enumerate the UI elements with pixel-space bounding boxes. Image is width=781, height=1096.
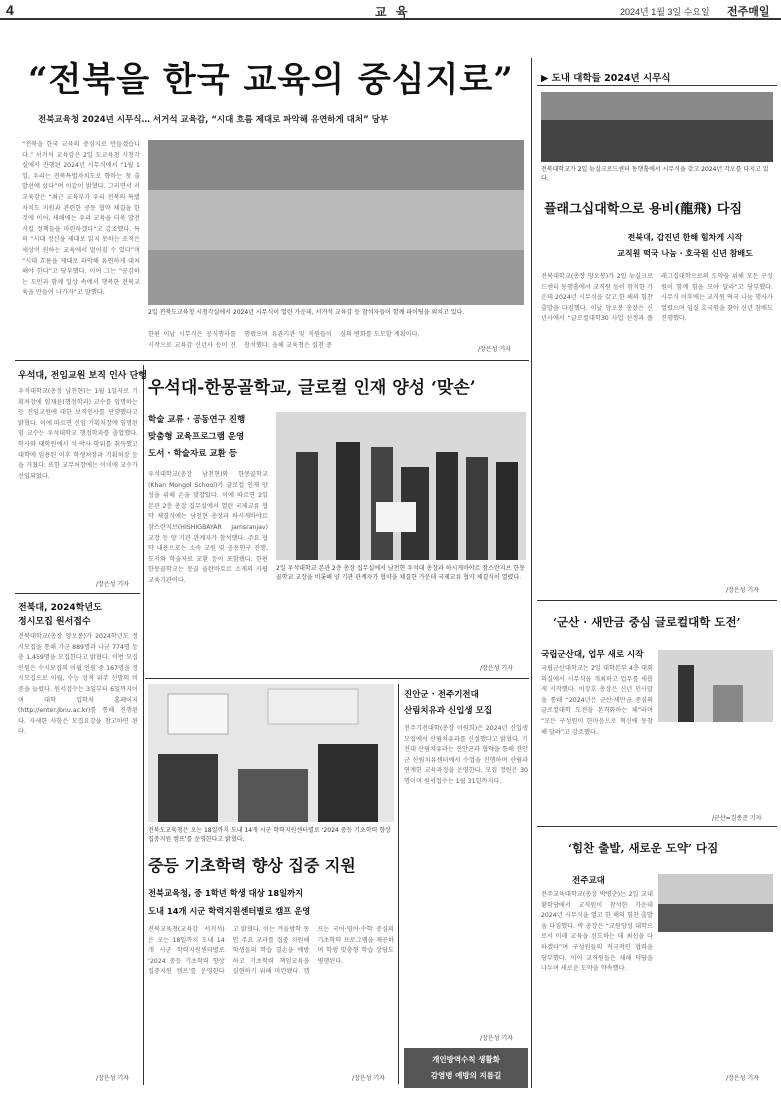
kunsan-headline: ‘군산 · 새만금 중심 글로컬대학 도전’ [553,615,741,629]
newspaper-brand: 전주매일 [727,6,770,18]
sidebar2-body: 전북대학교(총장 양오봉)가 2024학년도 정시모집을 통해 가군 889명과 나군 774명 등 총 1,459명을 모집한다고 밝혔다. 이번 모집 인원은 수시모집의 이월 인원 중 167명을 정시모집으로 이월, 수능 성적 위주 선발의 비중을 늘렸다. 원서접수는 3일부터 6일까지이며 대학 입학처 홈페이지(http://enter.jbnu.ac.kr)를 통해 진행된다. 자세한 사항은 모집요강을 참고하면 된다. [18,633,138,736]
woosuk-headline: 우석대-한몽골학교, 글로컬 인재 양성 ‘맞손’ [148,378,476,398]
woosuk-deck-line: 학술 교류 · 공동연구 진행 [148,415,246,425]
woosuk-body-continued [276,604,526,664]
sidebar1-byline: /장은성 기자 [96,581,129,588]
jbnu-deck-line: 전북대, 갑진년 한해 힘차게 시작 [627,233,743,242]
woosuk-photo-caption: 2일 우석대학교 본관 2층 총장 집무실에서 남천현 우석대 총장과 하시게바야르 잠스란지브 한몽골학교 교장을 비롯해 양 기관 관계자가 협약을 체결한 가운데 국제교류 협약 체결식이 열렸다. [276,565,525,581]
right-section-title: ▶ 도내 대학들 2024년 시무식 [541,73,671,84]
kunsan-title: 국립군산대, 업무 새로 시작 [541,650,644,660]
camp-headline: 중등 기초학력 향상 집중 지원 [148,856,356,875]
woosuk-body: 우석대학교(총장 남천현)와 한몽골학교(Khan Mongol School)가 글로컬 인재 양성을 위해 손을 맞잡았다. 이에 따르면 2일 본관 2층 총장 집무실에서 열린 국제교류 협약 체결식에는 남천현 총장과 하시게바야르 잠스란지브(HISHIGBAYAR Jamsranjav) 교장 등 양 기관 관계자가 참석했다. 주요 협약 내용으로는 소속 교원 및 공동연구 진행, 도서와 학술자료 교환 등이 포함됐다. 한편 한몽골학교는 몽골 울란바토르 소재의 사립 교육기관이다. [148,471,268,584]
main-story-divider [15,360,529,361]
issue-date: 2024년 1월 3일 수요일 [620,7,710,17]
jnue-photo [658,874,773,932]
camp-photo [148,684,394,822]
health-banner [404,1048,528,1088]
crowd-photo-graphic [148,140,524,305]
sidebar-divider [15,593,140,594]
jbnu-deck-line: 교직원 떡국 나눔 · 호국원 신년 참배도 [617,249,753,258]
woosuk-deck [148,412,268,463]
main-headline: “전북을 한국 교육의 중심지로” [28,60,514,100]
main-body-bottom: 한편 이날 시무식은 공식행사를 시작으로 교육감 신년사 등이 진행됐으며 유관기관 및 직원들이 참석했다. 올해 교육청은 실천 중심의 변화를 도모할 계획이다. [148,331,420,349]
jbnu-body: 전북대학교(총장 양오봉)가 2일 뉴실크로드센터 동행홀에서 교직원 등이 참석한 가운데 2024년 시무식을 갖고 한 해의 힘찬 출발을 다짐했다. 이날 양오봉 총장은 신년사에서 “글로컬대학30 사업 선정과 플래그십대학으로의 도약을 위해 모든 구성원이 함께 힘을 모아 달라”고 당부했다. 시무식 이후에는 교직원 떡국 나눔 행사가 열렸으며 임실 호국원을 찾아 신년 참배도 진행했다. [541,273,773,323]
sidebar1-body: 우석대학교(총장 남천현)는 1월 1일자로 기획처장에 임재윤(행정학과) 교수를 임명하는 등 전임교원에 대한 보직인사를 단행했다고 밝혔다. 이에 따르면 신임 기획처장에 임명된 임 교수는 우석대학교 행정학과를 졸업했다. 학사와 대학원에서 석·박사 학위를 취득했고 대학에 임용된 이후 학생처장과 기획처장 등을 거쳤다. 또한 교무처장에는 이미애 교수가 선임되었다. [18,388,138,480]
woosuk-deck-line: 도서 · 학술자료 교환 등 [148,449,237,459]
forest-byline: /장은성 기자 [480,1035,513,1042]
page-header [0,0,781,20]
sidebar2-title: 전북대, 2024학년도 [18,603,102,613]
jbnu-headline: 플래그십대학으로 용비(龍飛) 다짐 [544,202,743,217]
jnue-body: 전주교육대학교(총장 박병춘)는 2일 교내 황학당에서 교직원이 참석한 가운데 2024년 시무식을 열고 한 해의 힘찬 출발을 다짐했다. 박 총장은 “교원양성 대학으로서 미래 교육을 선도하는 데 최선을 다하겠다”며 구성원들의 적극적인 협력을 당부했다. 이어 교직원들은 새해 덕담을 나누며 새로운 도약을 약속했다. [541,891,653,973]
woosuk-byline: /장은성 기자 [480,665,513,672]
classroom-photo-graphic [148,684,394,822]
jnue-headline: ‘힘찬 출발, 새로운 도약’ 다짐 [568,841,719,855]
group-photo-graphic [541,92,773,162]
camp-byline: /장은성 기자 [352,1075,385,1082]
right-column-divider [531,58,532,1088]
health-banner-line: 감염병 예방의 지름길 [430,1071,502,1080]
main-photo-caption: 2일 전북도교육청 시청각실에서 2024년 시무식이 열린 가운데, 서거석 교육감 등 참석자들이 함께 파이팅을 외치고 있다. [148,309,465,316]
podium-photo-graphic [658,650,773,722]
sidebar2-byline: /장은성 기자 [96,1075,129,1082]
main-body-left: “전북을 한국 교육의 중심지로 만들겠습니다.” 서거석 교육감은 2일 도교육청 시청각실에서 진행된 2024년 시무식에서 “1월 1일, 우리는 전북특별자치도로 향하는 첫 출발선에 섰다”며 이같이 밝혔다. 그러면서 서 교육감은 “최근 교육부가 우리 전북의 특별자치도 지원과 관련한 공동 협약 체결을 한 것에 이어, 새해에는 우리 교육을 더욱 발전시킬 정책들을 마련하겠다”고 강조했다. 특히 “시대 정신을 제대로 읽지 못하는 조직은 세상이 원하는 교육에서 멀어질 수 있다”며 “시대 흐름을 제대로 파악해 유연하게 대처해야 한다”고 당부했다. 이어 그는 “공감하는 도민과 함께 일상 속에서 행복한 전북교육을 만들어 나가자”고 말했다. [22,141,140,297]
page-number: 4 [6,2,14,18]
jnue-title: 전주교대 [572,876,605,886]
jbnu-photo [541,92,773,162]
column-divider [143,365,144,1085]
section-title: 교 육 [375,5,411,19]
woosuk-photo [276,412,526,560]
forest-title: 진안군 · 전주기전대 [404,690,479,700]
jnue-byline: /장은성 기자 [726,1075,759,1082]
forest-body: 전주기전대학(총장 이원희)은 2024년 신입생 모집에서 산림치유과를 신설했다고 밝혔다. 기전대 산림치유과는 진안군과 협약을 통해 진안군 산림치유센터에서 수업을 진행하며 산림과 연계한 교육과정을 운영한다. 모집 정원은 30명이며 원서접수는 1월 31일까지다. [404,725,528,785]
forest-subtitle: 산림치유과 신입생 모집 [404,706,493,716]
right-title-rule [537,85,777,86]
jbnu-caption: 전북대학교가 2일 뉴실크로드센터 동행홀에서 시무식을 갖고 2024년 각오를 다지고 있다. [541,166,769,182]
signing-photo-graphic [276,412,526,560]
kunsan-byline: /군산=김종준 기자 [712,815,762,822]
right-story-divider [537,600,777,601]
sidebar2-subtitle: 정시모집 원서접수 [18,617,91,627]
camp-photo-caption: 전북도교육청은 오는 18일까지 도내 14개 시군 학력지원센터별로 ‘2024 중등 기초학력 향상 집중지원 캠프’를 운영한다고 밝혔다. [148,827,391,843]
camp-body: 전북교육청(교육감 서거석)은 오는 18일까지 도내 14개 시군 학력지원센터별로 ‘2024 중등 기초학력 향상 집중지원 캠프’를 운영한다고 밝혔다. 이는 겨울방학 동안 주요 교과를 집중 지원해 학생들의 학습 결손을 예방하고 기초학력 책임교육을 실현하기 위해 마련됐다. 캠프는 국어·영어·수학 중심의 기초학력 프로그램을 제공하며 학생 맞춤형 학습 상담도 병행된다. [148,926,394,976]
main-photo [148,140,524,305]
kunsan-body: 국립군산대학교는 2일 대학본부 4층 대회의실에서 시무식을 개최하고 업무를 새롭게 시작했다. 이장호 총장은 신년 인사말을 통해 “2024년은 군산·새만금 중심의 글로컬대학 도전을 본격화하는 해”라며 “모든 구성원이 한마음으로 혁신에 동참해 달라”고 강조했다. [541,665,653,736]
jbnu-deck [600,230,770,262]
jbnu-byline: /장은성 기자 [726,587,759,594]
camp-deck-line: 전북교육청, 중 1학년 학생 대상 18일까지 [148,888,304,898]
woosuk-deck-line: 맞춤형 교육프로그램 운영 [148,432,245,442]
right-story-divider [537,826,777,827]
main-subhead: 전북교육청 2024년 시무식… 서거석 교육감, “시대 흐름 제대로 파악해 유연하게 대처” 당부 [38,115,389,125]
camp-deck [148,884,310,920]
sidebar1-title: 우석대, 전임교원 보직 인사 단행 [18,371,147,381]
main-byline: /장은성 기자 [478,346,511,353]
story-divider [145,678,529,679]
health-banner-line: 개인방역수칙 생활화 [432,1055,500,1064]
ceremony-photo-graphic [658,874,773,932]
camp-deck-line: 도내 14개 시군 학력지원센터별로 캠프 운영 [148,906,311,916]
forest-divider [398,684,399,1084]
kunsan-photo [658,650,773,722]
